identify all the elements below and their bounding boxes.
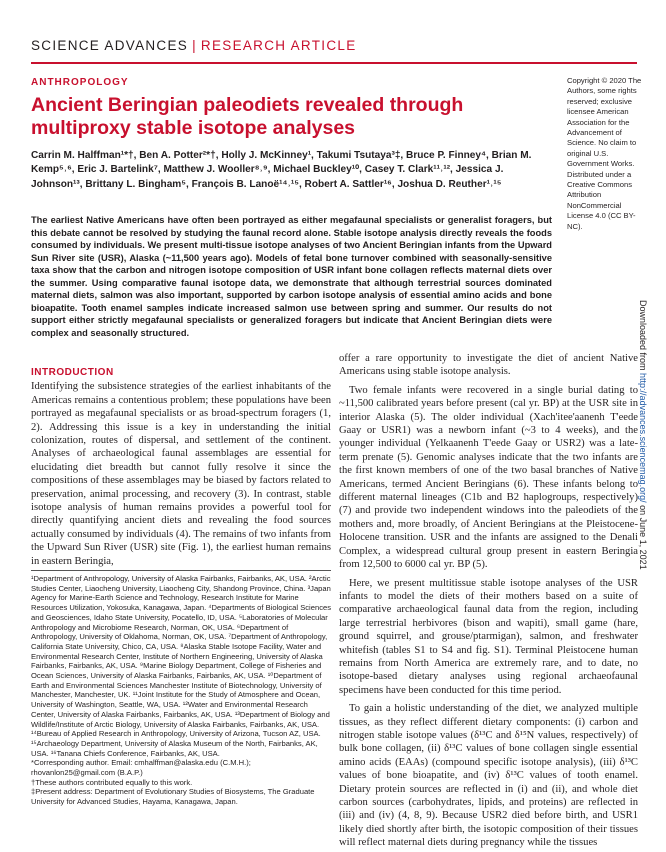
article-title: Ancient Beringian paleodiets revealed through multiproxy stable isotope analyses	[31, 94, 464, 139]
col2-paragraph-3: Here, we present multitissue stable isotope analyses of the USR infants to model the diets of their mothers based on a suite of comparative archaeological faunal data from the region, including large terrestrial herbivores (bison and wapiti), small game (hare, ground squirrel, and grouse/ptarmigan), salmon, and freshwater whitefish (tables S1 to S4 and fig. S1). Terminal Pleistocene human remains from North America are extremely rare, and to date, no isotope-based dietary analyses using regional archaeofaunal specimens have been conducted for this time period.	[339, 577, 638, 696]
abstract: The earliest Native Americans have often been portrayed as either megafaunal specialists or generalist foragers, but this debate cannot be resolved by studying the faunal record alone. Stable isotope analysis directly reveals the foods consumed by individuals. We present multi-tissue isotope analyses of two Ancient Beringian infants from the Upward Sun River site (USR), Alaska (~11,500 years ago). Models of fetal bone turnover combined with seasonally-sensitive taxa show that the carbon and nitrogen isotope composition of USR infant bone collagen reflects maternal diets over the summer. Using comparative faunal isotope data, we demonstrate that although terrestrial sources dominated maternal diets, salmon was also important, supported by carbon isotope analysis of essential amino acids and bone bioapatite. Tooth enamel samples indicate increased salmon use between spring and summer. Our results do not support either strictly megafaunal specialists or generalized foragers but indicate that Ancient Beringian diets were complex and seasonally structured.	[31, 215, 552, 338]
download-prefix: Downloaded from	[638, 300, 648, 374]
journal-header	[31, 38, 357, 53]
article-type: RESEARCH ARTICLE	[200, 38, 357, 53]
copyright-notice: Copyright © 2020 The Authors, some rights reserved; exclusive licensee American Association for the Advancement of Science. No claim to original U.S. Government Works. Distributed under a Creative Commons Attribution NonCommercial License 4.0 (CC BY-NC).	[567, 76, 642, 231]
col2-paragraph-4: To gain a holistic understanding of the diet, we analyzed multiple tissues, as they reflect different dietary components: (i) carbon and nitrogen stable isotope values (δ¹³C and δ¹⁵N values, respectively) of bulk bone collagen, (ii) δ¹³C values of bone collagen single essential amino acids (EAAs) (compound specific isotope analysis), (iii) δ¹³C values of bone bioapatite, and (iv) δ¹³C values of tooth enamel. Dietary protein sources are reflected in (i) and (ii), and whole diet carbon sources (carbohydrates, lipids, and proteins) are reflected in (iii) and (iv) (4, 8, 9). Because USR2 died before birth, and USR1 likely died shortly after birth, the isotopic composition of their tissues will reflect maternal diets during pregnancy while the tissues	[339, 703, 638, 849]
header-rule	[31, 62, 637, 64]
intro-heading: INTRODUCTION	[31, 367, 114, 378]
col2-paragraph-1: offer a rare opportunity to investigate the diet of ancient Native Americans using stable isotope analysis.	[339, 353, 638, 378]
left-column	[31, 366, 331, 570]
col2-paragraph-2: Two female infants were recovered in a single burial dating to ~11,500 calibrated years before present (cal yr. BP) at the USR site in interior Alaska (5). The older individual (Xach'itee'aanenh T'eede Gaay or USR1) was a newborn infant (~3 to 4 weeks), and the younger individual (Yelkaanenh T'eede Gaay or USR2) was a late-term prenate (5). Genomic analyses indicate that the two infants are the first known members of one of the two basal branches of Native Americans, termed Ancient Beringians (6). These infants belong to different maternal lineages (C1b and B2 haplogroups, respectively) (7) and provide two independent windows into the paleodiets of the mothers and, more broadly, of Ancient Beringians at the Pleistocene-Holocene transition. USR and the infants are assigned to the Denali Complex, a widespread cultural group present in eastern Beringia from 12,500 to 6000 cal yr. BP (5).	[339, 384, 638, 571]
present-address-note: ‡Present address: Department of Evolutionary Studies of Biosystems, The Graduate University for Advanced Studies, Hayama, Kanagawa, Japan.	[31, 787, 315, 807]
right-column	[339, 352, 638, 852]
affiliation-divider	[31, 570, 331, 571]
journal-name: SCIENCE ADVANCES	[31, 38, 189, 53]
download-note	[638, 300, 648, 570]
affiliations: ¹Department of Anthropology, University of Alaska Fairbanks, Fairbanks, AK, USA. ²Arctic Studies Center, Liaocheng University, Liaocheng City, Shandong Province, China. ³Japan Agency for Marine-Earth Science and Technology, Research Institute for Marine Resources Utilization, Yokosuka, Kanagawa, Japan. ⁴Departments of Biological Sciences and Geosciences, Idaho State University, Pocatello, ID, USA. ⁵Laboratories of Molecular Anthropology and Microbiome Research, Norman, OK, USA. ⁶Department of Anthropology, University of Oklahoma, Norman, OK, USA. ⁷Department of Anthropology, California State University, Chico, CA, USA. ⁸Alaska Stable Isotope Facility, Water and Environmental Research Center, Institute of Northern Engineering, University of Alaska Fairbanks, Fairbanks, AK, USA. ⁹Marine Biology Department, College of Fisheries and Ocean Sciences, University of Alaska Fairbanks, Fairbanks, AK, USA. ¹⁰Department of Earth and Environmental Sciences Manchester Institute of Biotechnology, University of Manchester, Manchester, UK. ¹¹Joint Institute for the Study of Atmosphere and Ocean, University of Washington, Seattle, WA, USA. ¹²Water and Environmental Research Center, University of Alaska Fairbanks, Fairbanks, AK, USA. ¹³Department of Biology and Wildlife/Institute of Arctic Biology, University of Alaska Fairbanks, Fairbanks, AK, USA. ¹⁴Bureau of Applied Research in Anthropology, University of Arizona, Tucson AZ, USA. ¹⁵Archaeology Department, University of Alaska Museum of the North, Fairbanks, AK, USA. ¹⁶Tanana Chiefs Conference, Fairbanks, AK, USA.	[31, 574, 332, 758]
intro-paragraph: Identifying the subsistence strategies of the earliest inhabitants of the Americas remains a contentious problem; these populations have been portrayed as megafaunal specialists or as broad-spectrum foragers (1, 2). Addressing this issue is a key in understanding the initial colonization, routes of dispersal, and settlement of the continent. Analyses of archaeological faunal assemblages are essential for elucidating diet breadth but cannot fully resolve it since the compositions of these assemblages may be biased by factors related to preservation, animal processing, and recovery (3). In contrast, stable isotope analysis of human remains provides a powerful tool for directly quantifying ancient diets and revealing the food sources actually consumed by individuals (4). The remains of two infants from the Upward Sun River (USR) site (Fig. 1), the earliest human remains in eastern Beringia,	[31, 381, 331, 567]
section-label: ANTHROPOLOGY	[31, 77, 129, 88]
affiliations-block	[31, 574, 331, 807]
corresponding-author: *Corresponding author. Email: cmhalffman@alaska.edu (C.M.H.); rhovanlon25@gmail.com (B.A.P.)	[31, 758, 251, 778]
author-list: Carrin M. Halffman¹*†, Ben A. Potter²*†, Holly J. McKinney¹, Takumi Tsutaya³‡, Bruce P. Finney⁴, Brian M. Kemp⁵˒⁶, Eric J. Bartelink⁷, Matthew J. Wooller⁸˒⁹, Michael Buckley¹⁰, Casey T. Clark¹¹˒¹², Jessica J. Johnson¹³, Brittany L. Bingham⁵, François B. Lanoë¹⁴˒¹⁵, Robert A. Sattler¹⁶, Joshua D. Reuther¹˒¹⁵	[31, 150, 532, 190]
equal-contribution-note: †These authors contributed equally to this work.	[31, 777, 193, 787]
download-suffix: on June 1, 2021	[638, 502, 648, 570]
header-separator: |	[192, 38, 197, 53]
download-link[interactable]: http://advances.sciencemag.org/	[638, 373, 648, 503]
